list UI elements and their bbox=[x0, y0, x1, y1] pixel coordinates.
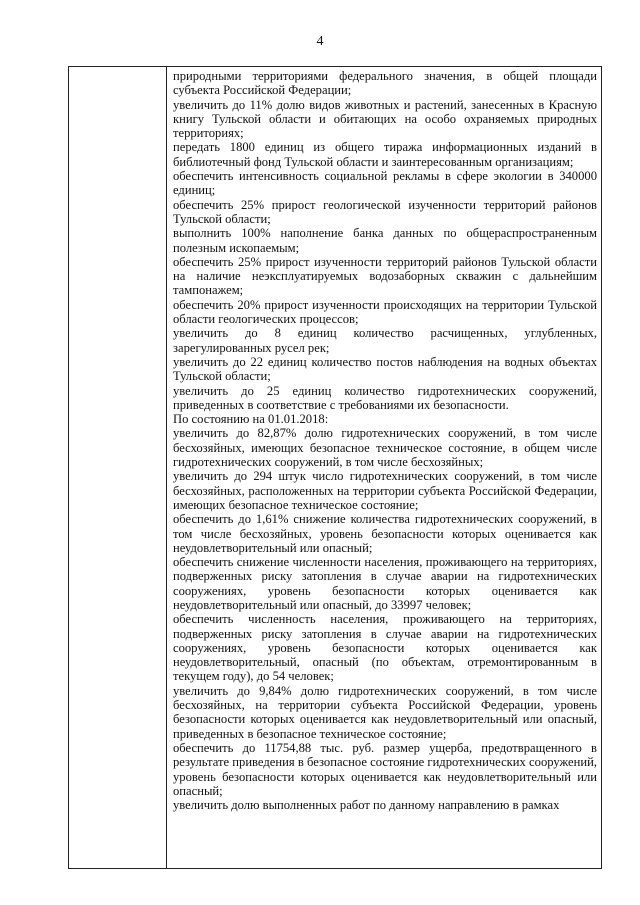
paragraph: обеспечить численность населения, проживающего на территориях, подверженных риску затопления в случае аварии на гидротехнических сооружениях, уровень безопасности которых оценивается как неудовлетворительный, опасный (по объектам, отремонтированным в текущем году), до 54 человек; bbox=[173, 612, 597, 684]
paragraph: обеспечить интенсивность социальной рекламы в сфере экологии в 340000 единиц; bbox=[173, 169, 597, 198]
paragraph: увеличить до 11% долю видов животных и растений, занесенных в Красную книгу Тульской области и обитающих на особо охраняемых природных территориях; bbox=[173, 97, 597, 141]
paragraph: обеспечить 25% прирост геологической изученности территорий районов Тульской области; bbox=[173, 197, 597, 226]
paragraph: обеспечить до 11754,88 тыс. руб. размер ущерба, предотвращенного в результате приведения в безопасное состояние гидротехнических сооружений, уровень безопасности которых оценивается как неудовлетворительный или опасный; bbox=[173, 740, 597, 798]
paragraph: обеспечить до 1,61% снижение количества гидротехнических сооружений, в том числе бесхозяйных, уровень безопасности которых оценивается как неудовлетворительный или опасный; bbox=[173, 512, 597, 555]
paragraph: увеличить до 25 единиц количество гидротехнических сооружений, приведенных в соответствие с требованиями их безопасности. bbox=[173, 383, 597, 412]
paragraph: увеличить до 9,84% долю гидротехнических сооружений, в том числе бесхозяйных, на территории субъекта Российской Федерации, уровень безопасности которых оценивается как неудовлетворительный или опасный, приведенных в безопасное техническое состояние; bbox=[173, 683, 597, 741]
document-table bbox=[68, 66, 602, 869]
page-number: 4 bbox=[316, 34, 324, 49]
paragraph: природными территориями федерального значения, в общей площади субъекта Российской Федерации; bbox=[173, 69, 597, 98]
table-left-column bbox=[69, 67, 167, 868]
paragraph: передать 1800 единиц из общего тиража информационных изданий в библиотечный фонд Тульской области и заинтересованным организациям; bbox=[173, 140, 597, 169]
paragraph: выполнить 100% наполнение банка данных по общераспространенным полезным ископаемым; bbox=[173, 226, 597, 255]
paragraph: увеличить долю выполненных работ по данному направлению в рамках bbox=[173, 798, 560, 813]
paragraph: обеспечить 25% прирост изученности территорий районов Тульской области на наличие неэксплуатируемых водозаборных скважин с дальнейшим тампонажем; bbox=[173, 254, 597, 298]
paragraph: увеличить до 8 единиц количество расчищенных, углубленных, зарегулированных русел рек; bbox=[173, 326, 597, 355]
section-date-heading: По состоянию на 01.01.2018: bbox=[173, 412, 329, 427]
paragraph: обеспечить снижение численности населения, проживающего на территориях, подверженных риску затопления в случае аварии на гидротехнических сооружениях, уровень безопасности которых оценивается как неудовлетворительный или опасный, до 33997 человек; bbox=[173, 555, 597, 612]
paragraph: увеличить до 294 штук число гидротехнических сооружений, в том числе бесхозяйных, расположенных на территории субъекта Российской Федерации, имеющих безопасное техническое состояние; bbox=[173, 469, 597, 512]
table-right-column bbox=[167, 67, 601, 868]
paragraph: увеличить до 82,87% долю гидротехнических сооружений, в том числе бесхозяйных, имеющих безопасное техническое состояние, в общем числе гидротехнических сооружений, в том числе бесхозяйных; bbox=[173, 426, 597, 470]
paragraph: увеличить до 22 единиц количество постов наблюдения на водных объектах Тульской области; bbox=[173, 354, 597, 384]
paragraph: обеспечить 20% прирост изученности происходящих на территории Тульской области геологических процессов; bbox=[173, 297, 597, 327]
